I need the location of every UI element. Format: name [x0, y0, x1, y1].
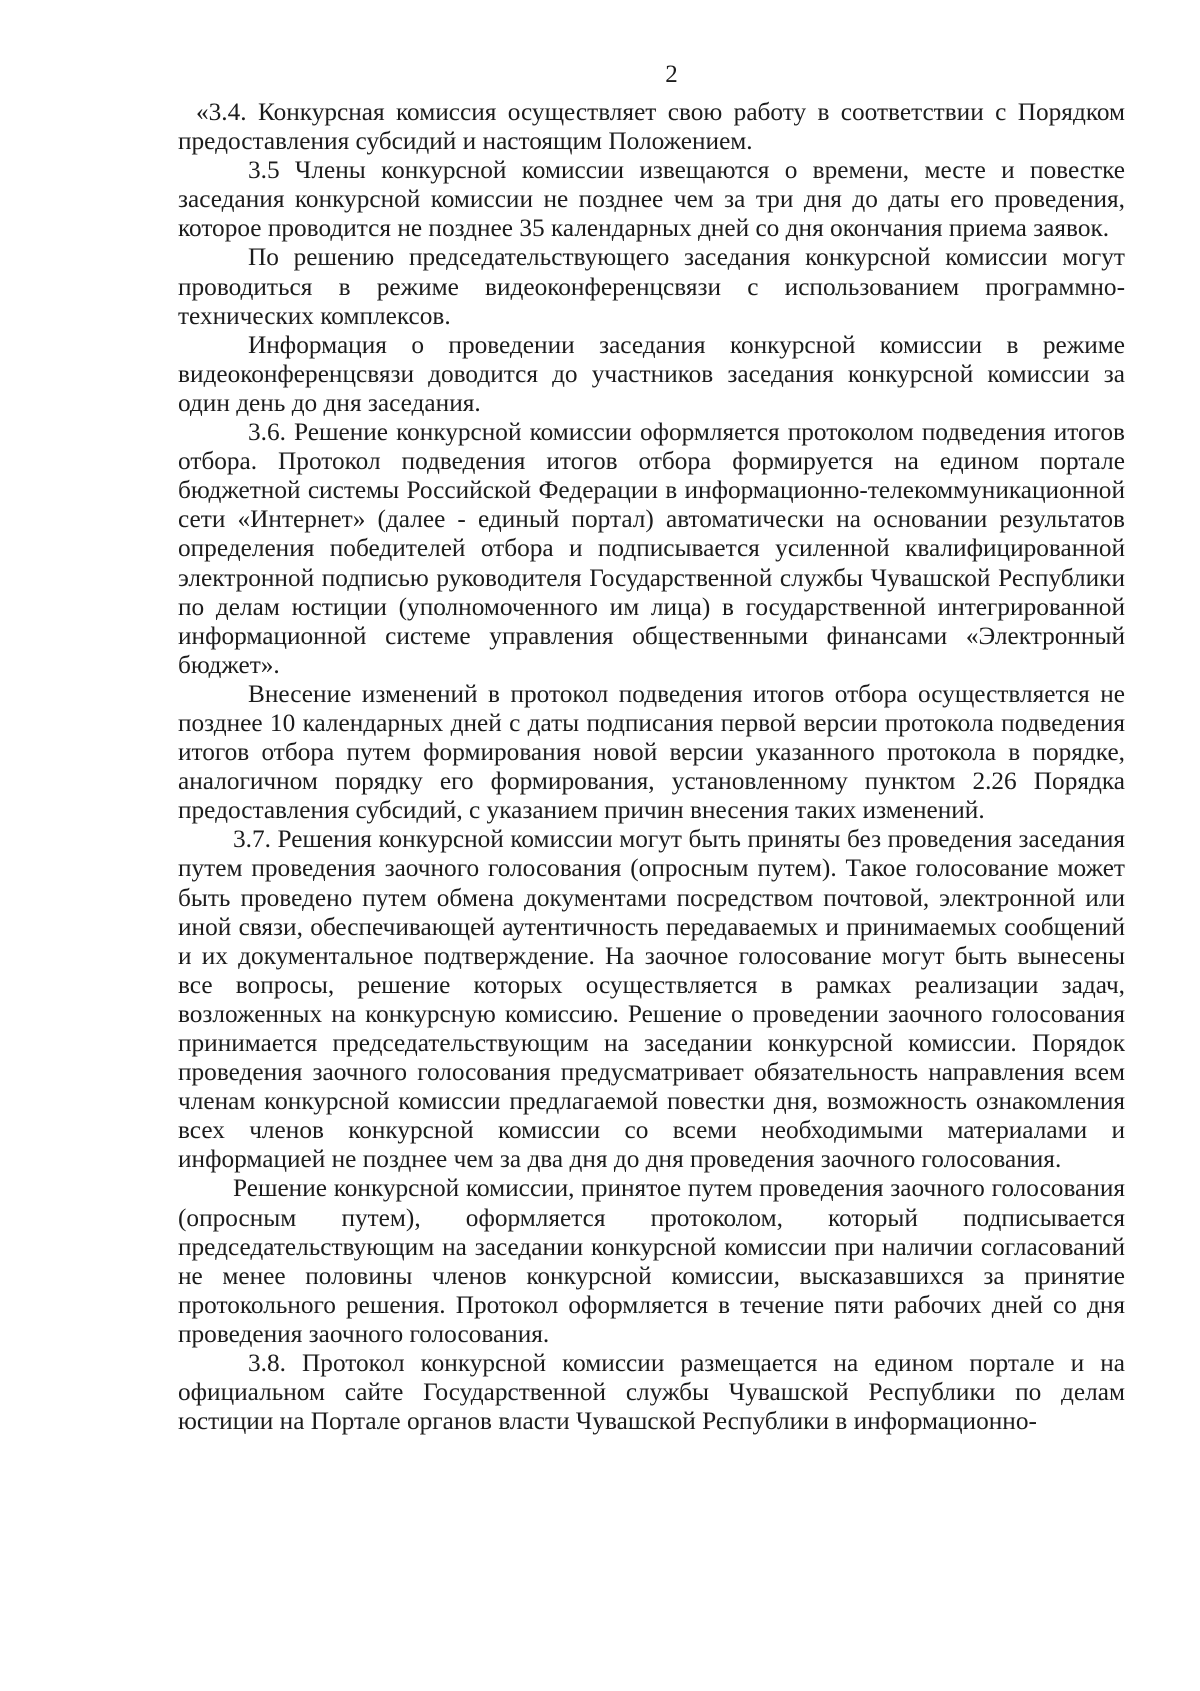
paragraph-protocol-amendments: Внесение изменений в протокол подведения итогов отбора осуществляется не позднее 10 календарных дней с даты подписания первой версии протокола подведения итогов отбора путем формирования новой версии указанного протокола в порядке, аналогичном порядку его формирования, установленному пунктом 2.26 Порядка предоставления субсидий, с указанием причин внесения таких изменений. [178, 679, 1125, 825]
paragraph-video-conference: По решению председательствующего заседания конкурсной комиссии могут проводиться в режиме видеоконференцсвязи с использованием программно-технических комплексов. [178, 243, 1125, 330]
paragraph-3-6: 3.6. Решение конкурсной комиссии оформляется протоколом подведения итогов отбора. Протокол подведения итогов отбора формируется на едином портале бюджетной системы Российской Федерации в информационно-телекоммуникационной сети «Интернет» (далее - единый портал) автоматически на основании результатов определения победителей отбора и подписывается усиленной квалифицированной электронной подписью руководителя Государственной службы Чувашской Республики по делам юстиции (уполномоченного им лица) в государственной интегрированной информационной системе управления общественными финансами «Электронный бюджет». [178, 418, 1125, 679]
paragraph-3-7: 3.7. Решения конкурсной комиссии могут быть приняты без проведения заседания путем проведения заочного голосования (опросным путем). Такое голосование может быть проведено путем обмена документами посредством почтовой, электронной или иной связи, обеспечивающей аутентичность передаваемых и принимаемых сообщений и их документальное подтверждение. На заочное голосование могут быть вынесены все вопросы, решение которых осуществляется в рамках реализации задач, возложенных на конкурсную комиссию. Решение о проведении заочного голосования принимается председательствующим на заседании конкурсной комиссии. Порядок проведения заочного голосования предусматривает обязательность направления всем членам конкурсной комиссии предлагаемой повестки дня, возможность ознакомления всех членов конкурсной комиссии со всеми необходимыми материалами и информацией не позднее чем за два дня до дня проведения заочного голосования. [178, 825, 1125, 1174]
paragraph-3-4: «3.4. Конкурсная комиссия осуществляет свою работу в соответствии с Порядком предоставления субсидий и настоящим Положением. [178, 98, 1125, 156]
document-body [178, 98, 1125, 1436]
paragraph-3-5: 3.5 Члены конкурсной комиссии извещаются о времени, месте и повестке заседания конкурсной комиссии не позднее чем за три дня до даты его проведения, которое проводится не позднее 35 календарных дней со дня окончания приема заявок. [178, 156, 1125, 243]
paragraph-absentee-vote-protocol: Решение конкурсной комиссии, принятое путем проведения заочного голосования (опросным путем), оформляется протоколом, который подписывается председательствующим на заседании конкурсной комиссии при наличии согласований не менее половины членов конкурсной комиссии, высказавшихся за принятие протокольного решения. Протокол оформляется в течение пяти рабочих дней со дня проведения заочного голосования. [178, 1174, 1125, 1348]
paragraph-3-8: 3.8. Протокол конкурсной комиссии размещается на едином портале и на официальном сайте Государственной службы Чувашской Республики по делам юстиции на Портале органов власти Чувашской Республики в информационно- [178, 1349, 1125, 1436]
paragraph-video-conference-info: Информация о проведении заседания конкурсной комиссии в режиме видеоконференцсвязи доводится до участников заседания конкурсной комиссии за один день до дня заседания. [178, 330, 1125, 417]
page-number: 2 [665, 61, 678, 88]
